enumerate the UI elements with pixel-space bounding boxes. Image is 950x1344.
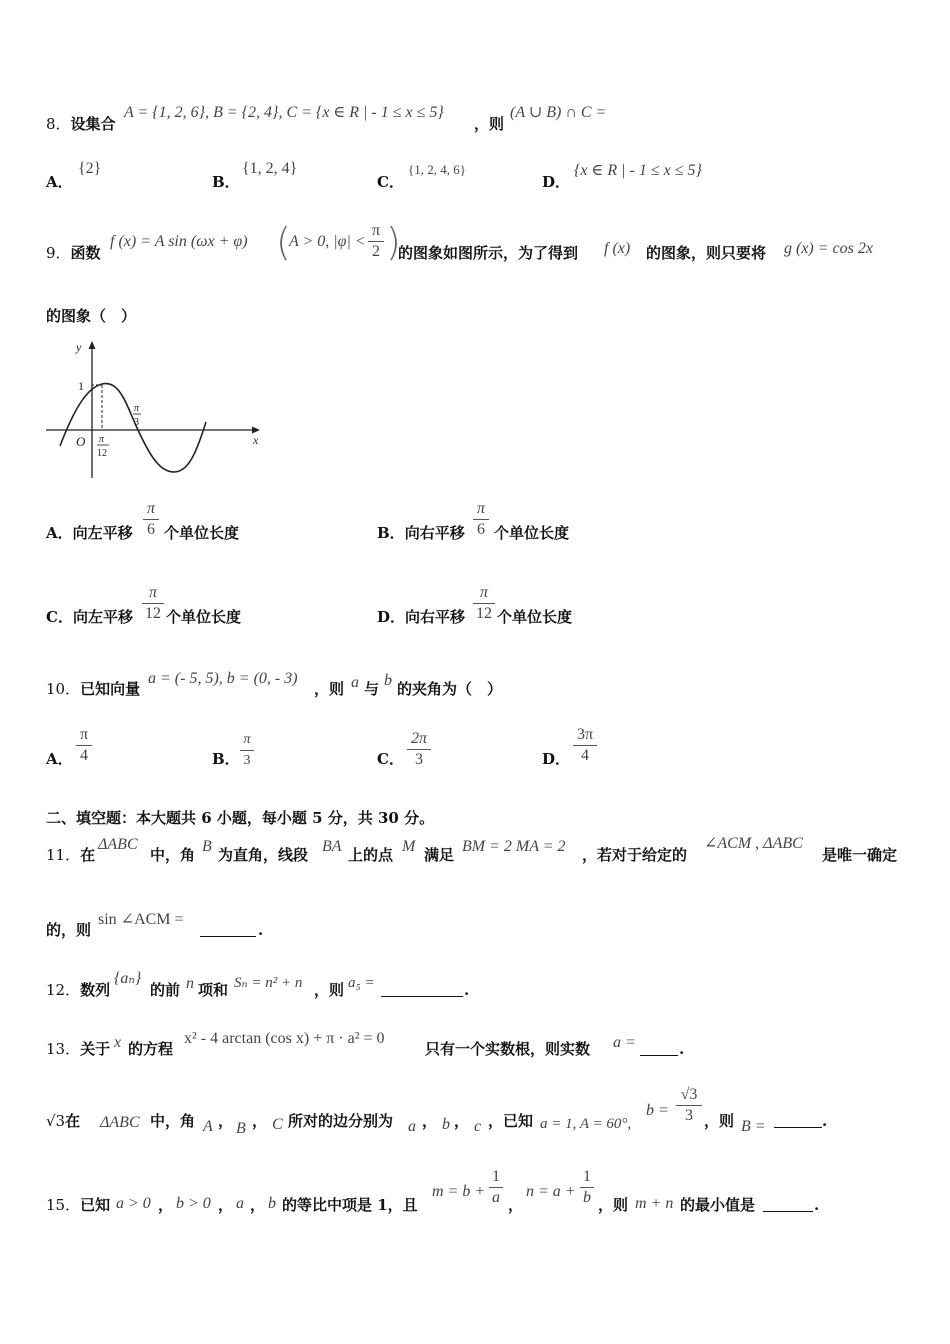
q14-t1: 中，角 [150, 1112, 196, 1130]
q10-tail: 的夹角为（ ） [397, 680, 503, 698]
q8-ask-expr: (A ∪ B) ∩ C = [510, 104, 607, 121]
q12-sequence: {aₙ} [114, 970, 142, 987]
q15-stem: 15．已知 [46, 1196, 111, 1214]
q8-option-c-label: C． [377, 173, 404, 191]
q8-option-d: {x ∈ R | - 1 ≤ x ≤ 5} [574, 162, 702, 179]
q12-n: n [186, 975, 194, 992]
q14-angle-c: C [272, 1116, 283, 1133]
q14-side-a: a [408, 1118, 416, 1135]
q12-t3: ，则 [314, 981, 345, 999]
q8-option-b-label: B． [212, 173, 240, 191]
q11-angle-b: B [202, 838, 212, 855]
q15-sep4: ， [508, 1196, 524, 1214]
q12-sum: Sₙ = n² + n [234, 975, 303, 991]
q11-ask: sin ∠ACM = [98, 911, 184, 928]
q14-sep3: ， [422, 1112, 438, 1130]
q11-t3: 上的点 [348, 846, 394, 864]
q13-end: . [679, 1040, 685, 1058]
q10-option-b-label: B． [212, 750, 240, 768]
q8-then: ，则 [474, 115, 505, 133]
q11-t6: 是唯一确定 [822, 846, 898, 864]
q15-mn: m + n [635, 1195, 674, 1212]
q15-sep3: ， [250, 1196, 266, 1214]
q10-option-a-fraction: π 4 [76, 726, 92, 765]
q13-t2: 只有一个实数根，则实数 [425, 1040, 591, 1058]
graph-sine-curve [60, 384, 206, 472]
q15-cond-a: a > 0 [116, 1195, 151, 1212]
q15-cond-b: b > 0 [176, 1195, 211, 1212]
q11-triangle: ΔABC [98, 836, 138, 853]
q9-condition-paren-right: ) [386, 220, 401, 264]
q13-a: a = [613, 1034, 636, 1051]
q11-t2: 为直角，线段 [218, 846, 309, 864]
q9-option-c-post: 个单位长度 [166, 608, 242, 626]
q14-condition: a = 1, A = 60°, [540, 1116, 632, 1132]
q9-condition-paren-left: ( [276, 220, 291, 264]
q8-option-b: {1, 2, 4} [242, 160, 298, 177]
q14-angle-a: A [203, 1118, 213, 1135]
q14-side-c: c [474, 1118, 482, 1135]
graph-tick-pi-12-num: π [99, 434, 105, 445]
q9-function-graph [42, 338, 272, 483]
q10-expr: a = (- 5, 5), b = (0, - 3) [148, 670, 298, 687]
q11-stem: 11．在 [46, 846, 96, 864]
q10-option-a-label: A． [46, 750, 73, 768]
q14-t4: ，则 [704, 1112, 735, 1130]
q12-a5: a₅ = [348, 975, 375, 991]
q9-option-d-post: 个单位长度 [497, 608, 573, 626]
q9-option-b-post: 个单位长度 [494, 524, 570, 542]
q12-end: . [464, 981, 470, 999]
q8-option-a-label: A． [46, 173, 73, 191]
q15-m-fraction: 1 a [489, 1168, 503, 1207]
q9-func: f (x) = A sin (ωx + φ) [110, 233, 248, 250]
graph-tick-pi-3-num: π [134, 403, 140, 414]
q10-option-c-fraction: 2π 3 [407, 730, 431, 769]
q13-stem: 13．关于 [46, 1040, 111, 1058]
graph-tick-pi-12-den: 12 [97, 448, 107, 459]
q11-condition: BM = 2 MA = 2 [462, 838, 566, 855]
q15-end: . [814, 1196, 820, 1214]
q9-condition: A > 0, |φ| < [289, 233, 366, 250]
q15-n-fraction: 1 b [580, 1168, 594, 1207]
q15-var-b: b [268, 1195, 276, 1212]
graph-one-label: 1 [78, 379, 84, 393]
q15-t1: 的等比中项是 1，且 [282, 1196, 418, 1214]
q11-given: ∠ACM , ΔABC [704, 835, 803, 852]
q15-n-eq: n = a + [526, 1183, 576, 1200]
q11-line2: 的，则 [46, 921, 92, 939]
q14-ask: B = [741, 1118, 766, 1135]
q11-t4: 满足 [424, 846, 455, 864]
q9-option-a: A．向左平移 [46, 524, 133, 542]
q10-option-d-label: D． [542, 750, 571, 768]
q14-sep2: ， [252, 1112, 268, 1130]
q12-t1: 的前 [150, 981, 181, 999]
graph-origin-label: O [76, 434, 86, 449]
q11-t1: 中，角 [150, 846, 196, 864]
q10-vec-a: a [351, 674, 359, 691]
q15-sep1: ， [158, 1196, 174, 1214]
q8-option-a: {2} [78, 160, 102, 177]
q9-option-a-post: 个单位长度 [164, 524, 240, 542]
graph-x-label: x [253, 433, 259, 447]
q8-option-d-label: D． [542, 173, 571, 191]
q8-option-c: {1, 2, 4, 6} [408, 162, 466, 177]
q8-stem: 8．设集合 [46, 115, 116, 133]
q10-then: ，则 [314, 680, 345, 698]
q15-sep2: ， [218, 1196, 234, 1214]
q9-option-d-fraction: π 12 [473, 584, 495, 623]
q11-answer-blank[interactable] [200, 922, 256, 941]
q10-yu: 与 [364, 680, 380, 698]
q14-t2: 所对的边分别为 [288, 1112, 394, 1130]
q9-gx: g (x) = cos 2x [784, 240, 873, 257]
q9-line2: 的图象（ ） [46, 307, 137, 325]
q9-condition-fraction: π 2 [368, 222, 384, 261]
q9-fx: f (x) [604, 240, 631, 257]
q9-option-c: C．向左平移 [46, 608, 133, 626]
q14-b-fraction: √3 3 [676, 1086, 702, 1125]
q15-answer-blank[interactable] [763, 1197, 813, 1216]
q14-sep4: ， [454, 1112, 470, 1130]
q14-stem: √3在 [46, 1112, 81, 1130]
q12-answer-blank[interactable] [381, 982, 463, 1001]
q9-option-c-fraction: π 12 [142, 584, 164, 623]
q14-side-b: b [442, 1116, 450, 1133]
graph-y-arrow [89, 341, 96, 349]
q14-triangle: ΔABC [100, 1114, 140, 1131]
q9-stem: 9．函数 [46, 244, 101, 262]
q10-option-c-label: C． [377, 750, 404, 768]
q10-vec-b: b [384, 672, 392, 689]
q12-stem: 12．数列 [46, 981, 111, 999]
q9-option-a-fraction: π 6 [143, 500, 159, 539]
q10-option-b-fraction: π 3 [240, 731, 254, 770]
q14-angle-b: B [236, 1120, 246, 1137]
q15-m-eq: m = b + [432, 1183, 486, 1200]
q11-segment-ba: BA [322, 838, 342, 855]
q11-end: . [258, 921, 264, 939]
q9-option-b-fraction: π 6 [473, 500, 489, 539]
q14-answer-blank[interactable] [774, 1113, 822, 1132]
q8-sets-expr: A = {1, 2, 6}, B = {2, 4}, C = {x ∈ R | - 1 ≤ x ≤ 5} [124, 104, 444, 121]
q9-option-d: D．向右平移 [377, 608, 466, 626]
q15-t3: 的最小值是 [680, 1196, 756, 1214]
q13-answer-blank[interactable] [640, 1041, 678, 1060]
q9-mid-text-2: 的图象，则只要将 [646, 244, 767, 262]
q13-t1: 的方程 [128, 1040, 174, 1058]
q14-b-eq: b = [646, 1102, 669, 1119]
q15-var-a: a [236, 1195, 244, 1212]
q13-x: x [114, 1034, 122, 1051]
q15-t2: ，则 [598, 1196, 629, 1214]
q12-t2: 项和 [198, 981, 229, 999]
graph-y-label: y [76, 340, 82, 354]
q14-t3: ，已知 [488, 1112, 534, 1130]
q14-end: . [822, 1112, 828, 1130]
section-2-heading: 二、填空题：本大题共 6 小题，每小题 5 分，共 30 分。 [46, 809, 435, 827]
q9-mid-text: 的图象如图所示，为了得到 [398, 244, 579, 262]
q10-stem: 10．已知向量 [46, 680, 141, 698]
q9-option-b: B．向右平移 [377, 524, 465, 542]
q11-t5: ，若对于给定的 [582, 846, 688, 864]
q11-point-m: M [402, 838, 416, 855]
q14-sep1: ， [218, 1112, 234, 1130]
q10-option-d-fraction: 3π 4 [573, 726, 597, 765]
graph-tick-pi-3-den: 3 [134, 417, 139, 428]
q13-equation: x² - 4 arctan (cos x) + π · a² = 0 [184, 1030, 385, 1047]
